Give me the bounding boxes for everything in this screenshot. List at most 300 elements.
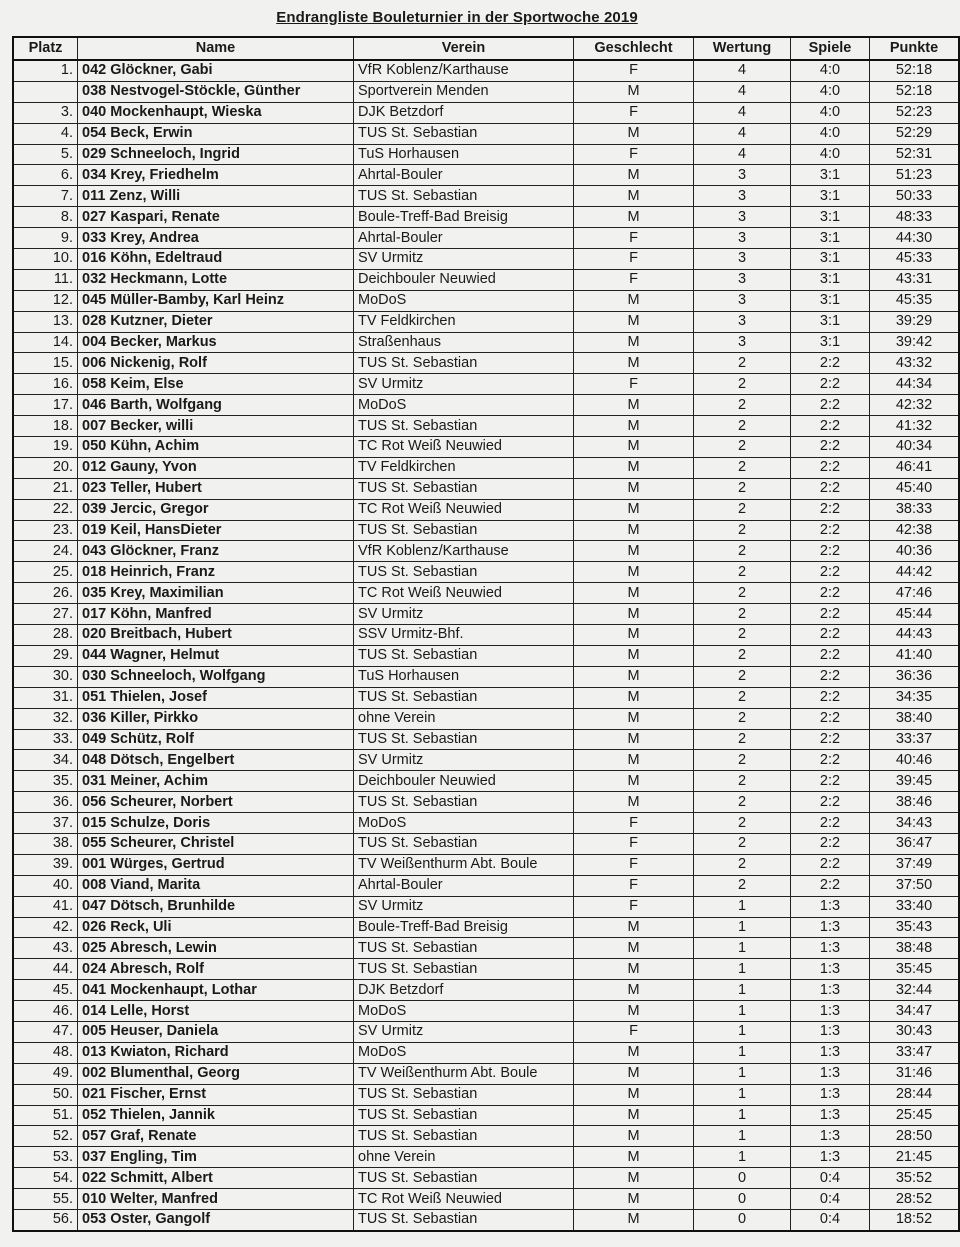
cell-spiele: 3:1	[791, 165, 870, 186]
cell-name: 029 Schneeloch, Ingrid	[78, 144, 354, 165]
cell-name: 016 Köhn, Edeltraud	[78, 249, 354, 270]
cell-wertung: 1	[694, 1001, 791, 1022]
cell-verein: Ahrtal-Bouler	[354, 875, 574, 896]
cell-punkte: 34:43	[870, 813, 960, 834]
cell-geschlecht: M	[574, 917, 694, 938]
cell-verein: SV Urmitz	[354, 374, 574, 395]
cell-punkte: 35:43	[870, 917, 960, 938]
table-row	[13, 1147, 959, 1168]
cell-punkte: 39:45	[870, 771, 960, 792]
cell-punkte: 37:50	[870, 875, 960, 896]
table-row	[13, 1105, 959, 1126]
cell-wertung: 4	[694, 102, 791, 123]
cell-name: 013 Kwiaton, Richard	[78, 1042, 354, 1063]
cell-name: 056 Scheurer, Norbert	[78, 792, 354, 813]
cell-spiele: 4:0	[791, 144, 870, 165]
cell-wertung: 2	[694, 457, 791, 478]
cell-verein: VfR Koblenz/Karthause	[354, 541, 574, 562]
table-row	[13, 875, 959, 896]
cell-platz: 22.	[13, 499, 78, 520]
cell-name: 049 Schütz, Rolf	[78, 729, 354, 750]
cell-verein: TUS St. Sebastian	[354, 1168, 574, 1189]
cell-wertung: 3	[694, 269, 791, 290]
table-row	[13, 269, 959, 290]
cell-verein: Boule-Treff-Bad Breisig	[354, 917, 574, 938]
cell-name: 006 Nickenig, Rolf	[78, 353, 354, 374]
cell-spiele: 3:1	[791, 311, 870, 332]
cell-spiele: 1:3	[791, 980, 870, 1001]
cell-geschlecht: M	[574, 1105, 694, 1126]
cell-geschlecht: F	[574, 833, 694, 854]
cell-spiele: 2:2	[791, 478, 870, 499]
cell-platz: 46.	[13, 1001, 78, 1022]
table-header-row	[13, 37, 959, 60]
cell-wertung: 3	[694, 290, 791, 311]
cell-platz: 10.	[13, 249, 78, 270]
cell-wertung: 3	[694, 311, 791, 332]
cell-spiele: 0:4	[791, 1209, 870, 1230]
cell-punkte: 30:43	[870, 1021, 960, 1042]
cell-geschlecht: M	[574, 332, 694, 353]
ranking-table	[12, 36, 960, 1232]
cell-geschlecht: M	[574, 311, 694, 332]
cell-name: 042 Glöckner, Gabi	[78, 60, 354, 81]
table-row	[13, 541, 959, 562]
table-row	[13, 813, 959, 834]
table-row	[13, 228, 959, 249]
cell-spiele: 2:2	[791, 395, 870, 416]
cell-spiele: 2:2	[791, 374, 870, 395]
cell-platz: 11.	[13, 269, 78, 290]
cell-punkte: 35:52	[870, 1168, 960, 1189]
cell-platz: 53.	[13, 1147, 78, 1168]
column-header-name: Name	[78, 37, 354, 60]
cell-wertung: 2	[694, 583, 791, 604]
cell-verein: Sportverein Menden	[354, 81, 574, 102]
cell-spiele: 2:2	[791, 729, 870, 750]
cell-verein: TUS St. Sebastian	[354, 1105, 574, 1126]
cell-geschlecht: M	[574, 541, 694, 562]
cell-geschlecht: M	[574, 416, 694, 437]
cell-verein: TUS St. Sebastian	[354, 1084, 574, 1105]
column-header-verein: Verein	[354, 37, 574, 60]
cell-spiele: 2:2	[791, 457, 870, 478]
cell-wertung: 3	[694, 165, 791, 186]
cell-punkte: 28:44	[870, 1084, 960, 1105]
cell-name: 051 Thielen, Josef	[78, 687, 354, 708]
cell-verein: TC Rot Weiß Neuwied	[354, 437, 574, 458]
cell-platz: 38.	[13, 833, 78, 854]
cell-geschlecht: F	[574, 374, 694, 395]
cell-platz: 20.	[13, 457, 78, 478]
cell-verein: TuS Horhausen	[354, 666, 574, 687]
cell-verein: ohne Verein	[354, 708, 574, 729]
table-row	[13, 729, 959, 750]
table-row	[13, 123, 959, 144]
cell-platz: 23.	[13, 520, 78, 541]
cell-spiele: 1:3	[791, 917, 870, 938]
cell-geschlecht: M	[574, 499, 694, 520]
cell-wertung: 3	[694, 186, 791, 207]
cell-spiele: 2:2	[791, 750, 870, 771]
cell-verein: SV Urmitz	[354, 1021, 574, 1042]
cell-punkte: 44:43	[870, 625, 960, 646]
cell-geschlecht: F	[574, 269, 694, 290]
cell-platz: 47.	[13, 1021, 78, 1042]
cell-geschlecht: M	[574, 1126, 694, 1147]
table-row	[13, 604, 959, 625]
table-row	[13, 562, 959, 583]
cell-name: 038 Nestvogel-Stöckle, Günther	[78, 81, 354, 102]
cell-name: 019 Keil, HansDieter	[78, 520, 354, 541]
cell-geschlecht: F	[574, 228, 694, 249]
cell-geschlecht: M	[574, 625, 694, 646]
table-row	[13, 186, 959, 207]
ranking-table-body	[13, 60, 959, 1231]
cell-geschlecht: M	[574, 980, 694, 1001]
cell-geschlecht: F	[574, 1021, 694, 1042]
cell-verein: TUS St. Sebastian	[354, 416, 574, 437]
column-header-platz: Platz	[13, 37, 78, 60]
table-row	[13, 917, 959, 938]
cell-spiele: 0:4	[791, 1189, 870, 1210]
cell-geschlecht: M	[574, 81, 694, 102]
cell-platz: 21.	[13, 478, 78, 499]
cell-punkte: 34:35	[870, 687, 960, 708]
cell-punkte: 33:47	[870, 1042, 960, 1063]
cell-name: 058 Keim, Else	[78, 374, 354, 395]
cell-spiele: 3:1	[791, 186, 870, 207]
table-row	[13, 353, 959, 374]
cell-platz: 5.	[13, 144, 78, 165]
cell-geschlecht: M	[574, 583, 694, 604]
cell-wertung: 4	[694, 60, 791, 81]
cell-punkte: 46:41	[870, 457, 960, 478]
cell-name: 044 Wagner, Helmut	[78, 645, 354, 666]
cell-name: 057 Graf, Renate	[78, 1126, 354, 1147]
table-row	[13, 1126, 959, 1147]
cell-wertung: 2	[694, 813, 791, 834]
cell-wertung: 2	[694, 854, 791, 875]
cell-punkte: 43:32	[870, 353, 960, 374]
cell-platz: 4.	[13, 123, 78, 144]
table-row	[13, 1189, 959, 1210]
cell-name: 035 Krey, Maximilian	[78, 583, 354, 604]
cell-platz: 43.	[13, 938, 78, 959]
cell-geschlecht: M	[574, 123, 694, 144]
cell-spiele: 2:2	[791, 583, 870, 604]
cell-verein: SSV Urmitz-Bhf.	[354, 625, 574, 646]
cell-wertung: 1	[694, 959, 791, 980]
table-row	[13, 1042, 959, 1063]
table-row	[13, 416, 959, 437]
cell-name: 018 Heinrich, Franz	[78, 562, 354, 583]
cell-name: 023 Teller, Hubert	[78, 478, 354, 499]
cell-punkte: 33:40	[870, 896, 960, 917]
cell-wertung: 2	[694, 729, 791, 750]
cell-geschlecht: F	[574, 60, 694, 81]
table-row	[13, 478, 959, 499]
cell-spiele: 2:2	[791, 645, 870, 666]
cell-spiele: 1:3	[791, 1105, 870, 1126]
table-row	[13, 1084, 959, 1105]
table-row	[13, 437, 959, 458]
cell-geschlecht: M	[574, 792, 694, 813]
cell-spiele: 2:2	[791, 562, 870, 583]
cell-platz: 51.	[13, 1105, 78, 1126]
cell-name: 037 Engling, Tim	[78, 1147, 354, 1168]
cell-geschlecht: M	[574, 666, 694, 687]
cell-wertung: 2	[694, 771, 791, 792]
column-header-wertung: Wertung	[694, 37, 791, 60]
cell-platz: 40.	[13, 875, 78, 896]
cell-name: 010 Welter, Manfred	[78, 1189, 354, 1210]
cell-punkte: 34:47	[870, 1001, 960, 1022]
cell-platz: 41.	[13, 896, 78, 917]
cell-punkte: 52:23	[870, 102, 960, 123]
cell-punkte: 41:32	[870, 416, 960, 437]
cell-verein: MoDoS	[354, 1001, 574, 1022]
cell-name: 047 Dötsch, Brunhilde	[78, 896, 354, 917]
cell-platz: 13.	[13, 311, 78, 332]
table-row	[13, 249, 959, 270]
table-row	[13, 980, 959, 1001]
cell-name: 034 Krey, Friedhelm	[78, 165, 354, 186]
document-title: Endrangliste Bouleturnier in der Sportwoche 2019	[276, 9, 638, 26]
cell-name: 045 Müller-Bamby, Karl Heinz	[78, 290, 354, 311]
cell-spiele: 1:3	[791, 938, 870, 959]
cell-spiele: 2:2	[791, 854, 870, 875]
cell-name: 028 Kutzner, Dieter	[78, 311, 354, 332]
cell-platz: 16.	[13, 374, 78, 395]
cell-name: 012 Gauny, Yvon	[78, 457, 354, 478]
cell-name: 024 Abresch, Rolf	[78, 959, 354, 980]
cell-spiele: 2:2	[791, 771, 870, 792]
cell-wertung: 2	[694, 750, 791, 771]
cell-verein: TUS St. Sebastian	[354, 938, 574, 959]
cell-spiele: 2:2	[791, 520, 870, 541]
cell-wertung: 2	[694, 353, 791, 374]
cell-punkte: 43:31	[870, 269, 960, 290]
cell-platz: 26.	[13, 583, 78, 604]
table-row	[13, 102, 959, 123]
cell-verein: SV Urmitz	[354, 604, 574, 625]
table-row	[13, 896, 959, 917]
cell-name: 011 Zenz, Willi	[78, 186, 354, 207]
cell-verein: TUS St. Sebastian	[354, 562, 574, 583]
cell-verein: TUS St. Sebastian	[354, 1126, 574, 1147]
cell-verein: TUS St. Sebastian	[354, 729, 574, 750]
cell-punkte: 38:48	[870, 938, 960, 959]
cell-platz: 30.	[13, 666, 78, 687]
cell-wertung: 0	[694, 1209, 791, 1230]
cell-geschlecht: M	[574, 959, 694, 980]
cell-punkte: 47:46	[870, 583, 960, 604]
cell-platz: 32.	[13, 708, 78, 729]
cell-wertung: 2	[694, 562, 791, 583]
cell-punkte: 38:33	[870, 499, 960, 520]
cell-geschlecht: M	[574, 1084, 694, 1105]
table-row	[13, 583, 959, 604]
cell-spiele: 4:0	[791, 81, 870, 102]
cell-wertung: 2	[694, 520, 791, 541]
cell-verein: SV Urmitz	[354, 249, 574, 270]
cell-wertung: 2	[694, 374, 791, 395]
cell-wertung: 2	[694, 437, 791, 458]
cell-verein: SV Urmitz	[354, 896, 574, 917]
cell-spiele: 1:3	[791, 1147, 870, 1168]
cell-geschlecht: M	[574, 687, 694, 708]
cell-verein: DJK Betzdorf	[354, 980, 574, 1001]
cell-punkte: 36:36	[870, 666, 960, 687]
cell-platz: 49.	[13, 1063, 78, 1084]
table-row	[13, 645, 959, 666]
cell-verein: TC Rot Weiß Neuwied	[354, 583, 574, 604]
cell-verein: Deichbouler Neuwied	[354, 771, 574, 792]
cell-platz: 8.	[13, 207, 78, 228]
cell-verein: SV Urmitz	[354, 750, 574, 771]
cell-punkte: 39:29	[870, 311, 960, 332]
cell-name: 040 Mockenhaupt, Wieska	[78, 102, 354, 123]
table-row	[13, 750, 959, 771]
cell-geschlecht: M	[574, 729, 694, 750]
table-row	[13, 60, 959, 81]
cell-platz: 6.	[13, 165, 78, 186]
cell-name: 055 Scheurer, Christel	[78, 833, 354, 854]
cell-name: 020 Breitbach, Hubert	[78, 625, 354, 646]
table-row	[13, 207, 959, 228]
cell-geschlecht: M	[574, 395, 694, 416]
cell-geschlecht: M	[574, 290, 694, 311]
cell-wertung: 4	[694, 81, 791, 102]
cell-platz: 39.	[13, 854, 78, 875]
cell-punkte: 42:38	[870, 520, 960, 541]
cell-geschlecht: M	[574, 938, 694, 959]
cell-punkte: 18:52	[870, 1209, 960, 1230]
cell-spiele: 1:3	[791, 1021, 870, 1042]
cell-spiele: 2:2	[791, 708, 870, 729]
cell-platz: 29.	[13, 645, 78, 666]
cell-verein: Ahrtal-Bouler	[354, 165, 574, 186]
cell-verein: MoDoS	[354, 813, 574, 834]
cell-name: 039 Jercic, Gregor	[78, 499, 354, 520]
cell-punkte: 48:33	[870, 207, 960, 228]
cell-wertung: 2	[694, 478, 791, 499]
cell-verein: TV Weißenthurm Abt. Boule	[354, 854, 574, 875]
cell-platz: 37.	[13, 813, 78, 834]
table-row	[13, 374, 959, 395]
cell-wertung: 0	[694, 1168, 791, 1189]
cell-name: 050 Kühn, Achim	[78, 437, 354, 458]
table-row	[13, 81, 959, 102]
cell-geschlecht: F	[574, 854, 694, 875]
cell-wertung: 2	[694, 875, 791, 896]
cell-wertung: 2	[694, 833, 791, 854]
cell-geschlecht: F	[574, 896, 694, 917]
cell-verein: TUS St. Sebastian	[354, 123, 574, 144]
cell-wertung: 2	[694, 395, 791, 416]
cell-spiele: 3:1	[791, 332, 870, 353]
cell-verein: TV Weißenthurm Abt. Boule	[354, 1063, 574, 1084]
cell-punkte: 45:40	[870, 478, 960, 499]
cell-spiele: 1:3	[791, 1001, 870, 1022]
cell-geschlecht: M	[574, 207, 694, 228]
cell-wertung: 2	[694, 625, 791, 646]
table-row	[13, 792, 959, 813]
column-header-punkte: Punkte	[870, 37, 960, 60]
cell-name: 053 Oster, Gangolf	[78, 1209, 354, 1230]
cell-verein: MoDoS	[354, 395, 574, 416]
cell-geschlecht: M	[574, 562, 694, 583]
cell-wertung: 1	[694, 1126, 791, 1147]
table-row	[13, 625, 959, 646]
table-row	[13, 520, 959, 541]
cell-verein: TUS St. Sebastian	[354, 645, 574, 666]
cell-wertung: 3	[694, 228, 791, 249]
table-row	[13, 395, 959, 416]
cell-name: 025 Abresch, Lewin	[78, 938, 354, 959]
cell-geschlecht: F	[574, 875, 694, 896]
cell-name: 014 Lelle, Horst	[78, 1001, 354, 1022]
cell-platz: 9.	[13, 228, 78, 249]
table-row	[13, 959, 959, 980]
cell-spiele: 2:2	[791, 687, 870, 708]
cell-platz: 50.	[13, 1084, 78, 1105]
cell-wertung: 1	[694, 980, 791, 1001]
cell-spiele: 2:2	[791, 437, 870, 458]
cell-punkte: 32:44	[870, 980, 960, 1001]
cell-punkte: 41:40	[870, 645, 960, 666]
cell-punkte: 28:52	[870, 1189, 960, 1210]
cell-spiele: 2:2	[791, 416, 870, 437]
cell-spiele: 1:3	[791, 896, 870, 917]
cell-wertung: 2	[694, 499, 791, 520]
cell-verein: TUS St. Sebastian	[354, 1209, 574, 1230]
table-row	[13, 666, 959, 687]
cell-spiele: 2:2	[791, 813, 870, 834]
cell-wertung: 4	[694, 123, 791, 144]
cell-wertung: 1	[694, 1084, 791, 1105]
cell-verein: Straßenhaus	[354, 332, 574, 353]
cell-name: 001 Würges, Gertrud	[78, 854, 354, 875]
cell-punkte: 52:29	[870, 123, 960, 144]
cell-platz: 28.	[13, 625, 78, 646]
cell-wertung: 2	[694, 687, 791, 708]
cell-punkte: 38:40	[870, 708, 960, 729]
cell-platz: 44.	[13, 959, 78, 980]
cell-platz: 27.	[13, 604, 78, 625]
cell-platz: 36.	[13, 792, 78, 813]
cell-geschlecht: M	[574, 1001, 694, 1022]
cell-spiele: 3:1	[791, 269, 870, 290]
cell-wertung: 2	[694, 708, 791, 729]
cell-spiele: 3:1	[791, 207, 870, 228]
table-row	[13, 165, 959, 186]
cell-platz: 12.	[13, 290, 78, 311]
cell-punkte: 52:18	[870, 60, 960, 81]
cell-verein: TC Rot Weiß Neuwied	[354, 499, 574, 520]
cell-name: 052 Thielen, Jannik	[78, 1105, 354, 1126]
table-row	[13, 1209, 959, 1230]
table-row	[13, 1063, 959, 1084]
cell-name: 005 Heuser, Daniela	[78, 1021, 354, 1042]
cell-punkte: 36:47	[870, 833, 960, 854]
cell-platz: 48.	[13, 1042, 78, 1063]
cell-platz: 1.	[13, 60, 78, 81]
cell-spiele: 3:1	[791, 228, 870, 249]
cell-platz: 45.	[13, 980, 78, 1001]
cell-spiele: 0:4	[791, 1168, 870, 1189]
